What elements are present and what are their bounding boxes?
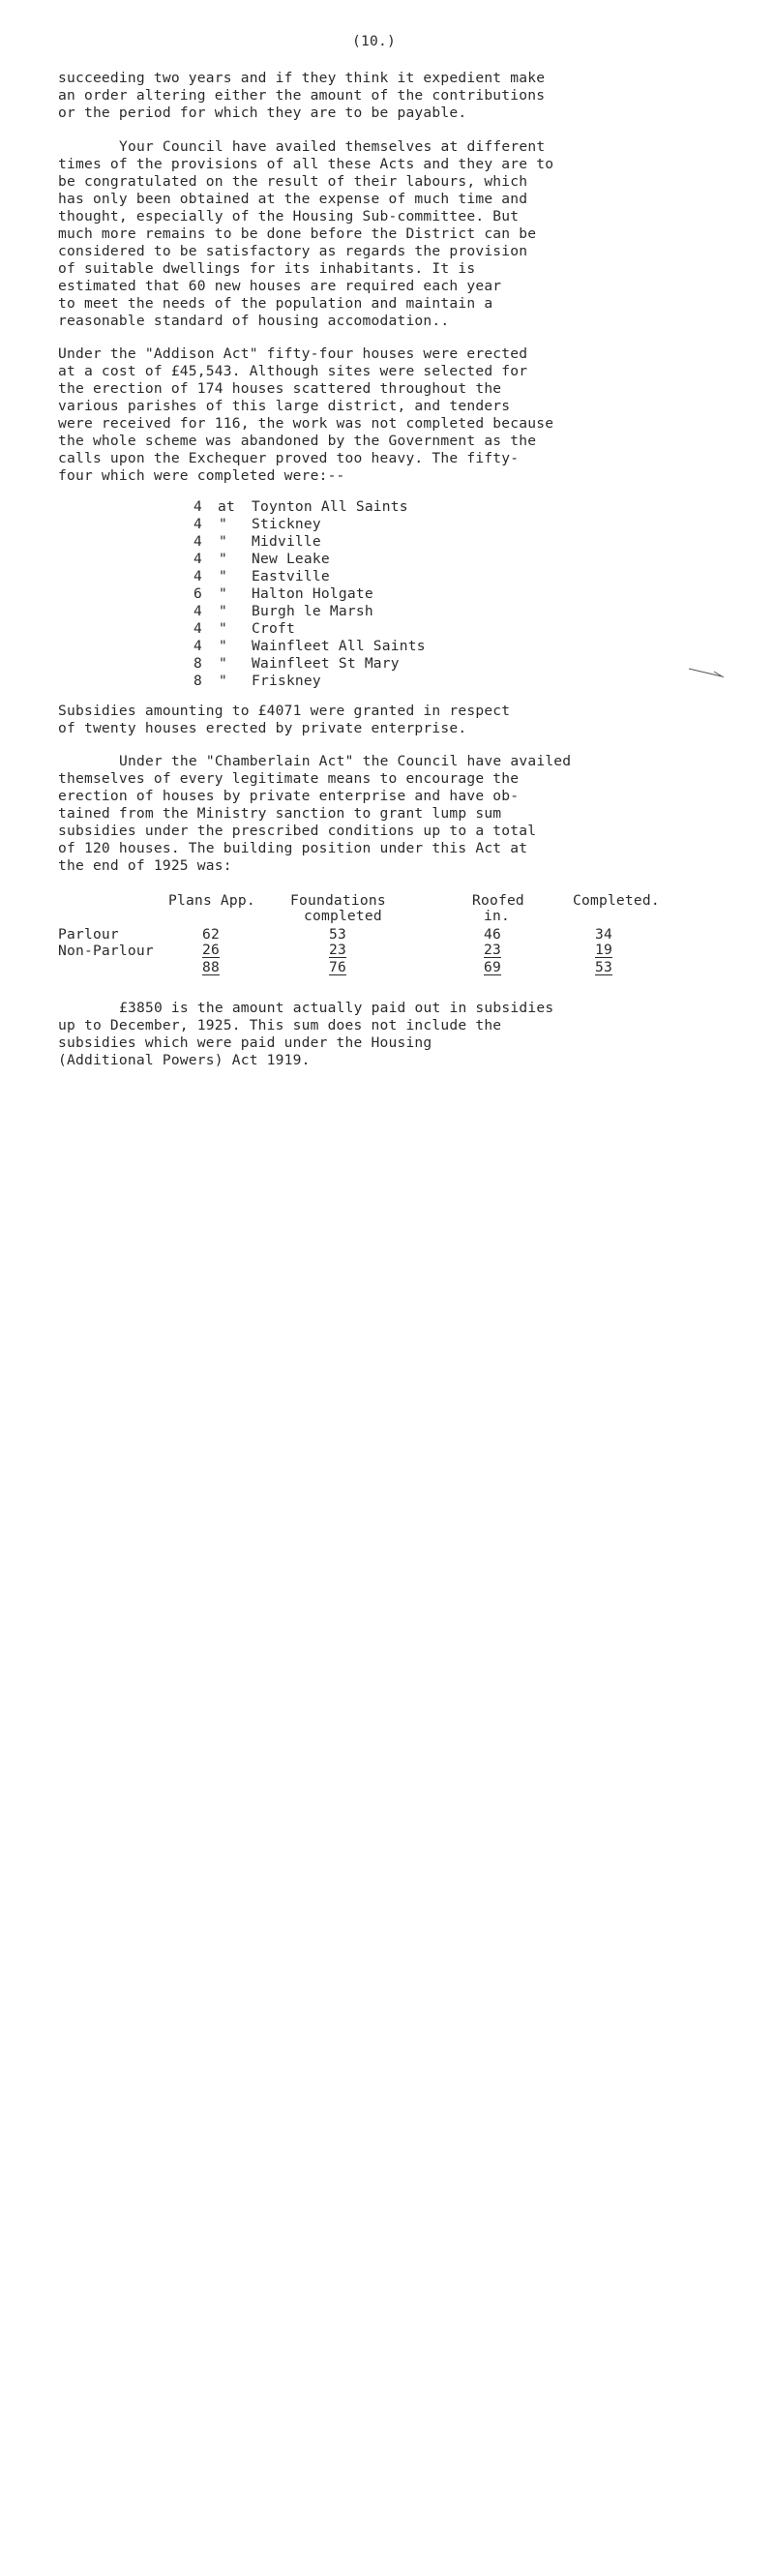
- list-item: 4 " Stickney: [194, 516, 321, 532]
- list-item: 4 " New Leake: [194, 551, 330, 567]
- para6-line: subsidies which were paid under the Housing: [58, 1034, 432, 1051]
- para3-line: at a cost of £45,543. Although sites were selected for: [58, 363, 528, 379]
- list-item: 4 " Midville: [194, 533, 321, 550]
- para2-line: Your Council have availed themselves at different: [119, 138, 546, 155]
- para1-line: an order altering either the amount of the contributions: [58, 87, 546, 104]
- total-plans: 88: [202, 959, 220, 975]
- para5-line: of 120 houses. The building position under this Act at: [58, 840, 528, 856]
- para6-line: (Additional Powers) Act 1919.: [58, 1052, 311, 1068]
- cell-completed: 34: [595, 926, 612, 943]
- para1-line: or the period for which they are to be payable.: [58, 105, 467, 121]
- cell-roofed: 23: [484, 942, 501, 958]
- para2-line: reasonable standard of housing accomodation..: [58, 313, 450, 329]
- para2-line: much more remains to be done before the District can be: [58, 225, 537, 242]
- para3-line: Under the "Addison Act" fifty-four houses were erected: [58, 345, 528, 362]
- para2-line: be congratulated on the result of their labours, which: [58, 173, 528, 190]
- para1-line: succeeding two years and if they think it expedient make: [58, 70, 546, 86]
- page-number: (10.): [352, 33, 396, 49]
- header-foundations: Foundations: [290, 892, 386, 909]
- row-label: Non-Parlour: [58, 943, 154, 959]
- para2-line: has only been obtained at the expense of much time and: [58, 191, 528, 207]
- header-plans-app: Plans App.: [168, 892, 255, 909]
- total-roofed: 69: [484, 959, 501, 975]
- list-item: 4 at Toynton All Saints: [194, 498, 408, 515]
- cell-roofed: 46: [484, 926, 501, 943]
- para2-line: considered to be satisfactory as regards the provision: [58, 243, 528, 259]
- para3-line: the whole scheme was abandoned by the Government as the: [58, 433, 537, 449]
- para3-line: were received for 116, the work was not completed because: [58, 415, 554, 432]
- para3-line: calls upon the Exchequer proved too heavy. The fifty-: [58, 450, 520, 466]
- cell-completed: 19: [595, 942, 612, 958]
- para5-line: subsidies under the prescribed conditions up to a total: [58, 823, 537, 839]
- para3-line: four which were completed were:--: [58, 467, 345, 484]
- para4-line: Subsidies amounting to £4071 were granted in respect: [58, 703, 511, 719]
- header-roofed: Roofed: [472, 892, 524, 909]
- para2-line: to meet the needs of the population and maintain a: [58, 295, 493, 312]
- cell-foundations: 53: [329, 926, 346, 943]
- para3-line: the erection of 174 houses scattered throughout the: [58, 380, 502, 397]
- para5-line: themselves of every legitimate means to encourage the: [58, 770, 520, 787]
- para2-line: estimated that 60 new houses are required each year: [58, 278, 502, 294]
- para5-line: Under the "Chamberlain Act" the Council have availed: [119, 753, 572, 769]
- header-foundations-completed: completed: [304, 908, 382, 924]
- para6-line: £3850 is the amount actually paid out in subsidies: [119, 1000, 554, 1016]
- para4-line: of twenty houses erected by private enterprise.: [58, 720, 467, 736]
- row-label: Parlour: [58, 926, 119, 943]
- para6-line: up to December, 1925. This sum does not include the: [58, 1017, 502, 1033]
- para2-line: thought, especially of the Housing Sub-committee. But: [58, 208, 520, 225]
- cell-foundations: 23: [329, 942, 346, 958]
- list-item: 8 " Wainfleet St Mary: [194, 655, 400, 672]
- list-item: 4 " Wainfleet All Saints: [194, 638, 426, 654]
- cell-plans: 62: [202, 926, 220, 943]
- para3-line: various parishes of this large district, and tenders: [58, 398, 511, 414]
- para5-line: erection of houses by private enterprise and have ob-: [58, 788, 520, 804]
- list-item: 4 " Burgh le Marsh: [194, 603, 373, 619]
- para2-line: times of the provisions of all these Acts and they are to: [58, 156, 554, 172]
- list-item: 4 " Eastville: [194, 568, 330, 584]
- para5-line: tained from the Ministry sanction to grant lump sum: [58, 805, 502, 822]
- pencil-mark: [687, 666, 726, 679]
- header-completed: Completed.: [573, 892, 660, 909]
- list-item: 4 " Croft: [194, 620, 295, 637]
- list-item: 6 " Halton Holgate: [194, 585, 373, 602]
- total-completed: 53: [595, 959, 612, 975]
- cell-plans: 26: [202, 942, 220, 958]
- para5-line: the end of 1925 was:: [58, 857, 232, 874]
- total-foundations: 76: [329, 959, 346, 975]
- list-item: 8 " Friskney: [194, 673, 321, 689]
- header-roofed-in: in.: [484, 908, 510, 924]
- para2-line: of suitable dwellings for its inhabitants. It is: [58, 260, 476, 277]
